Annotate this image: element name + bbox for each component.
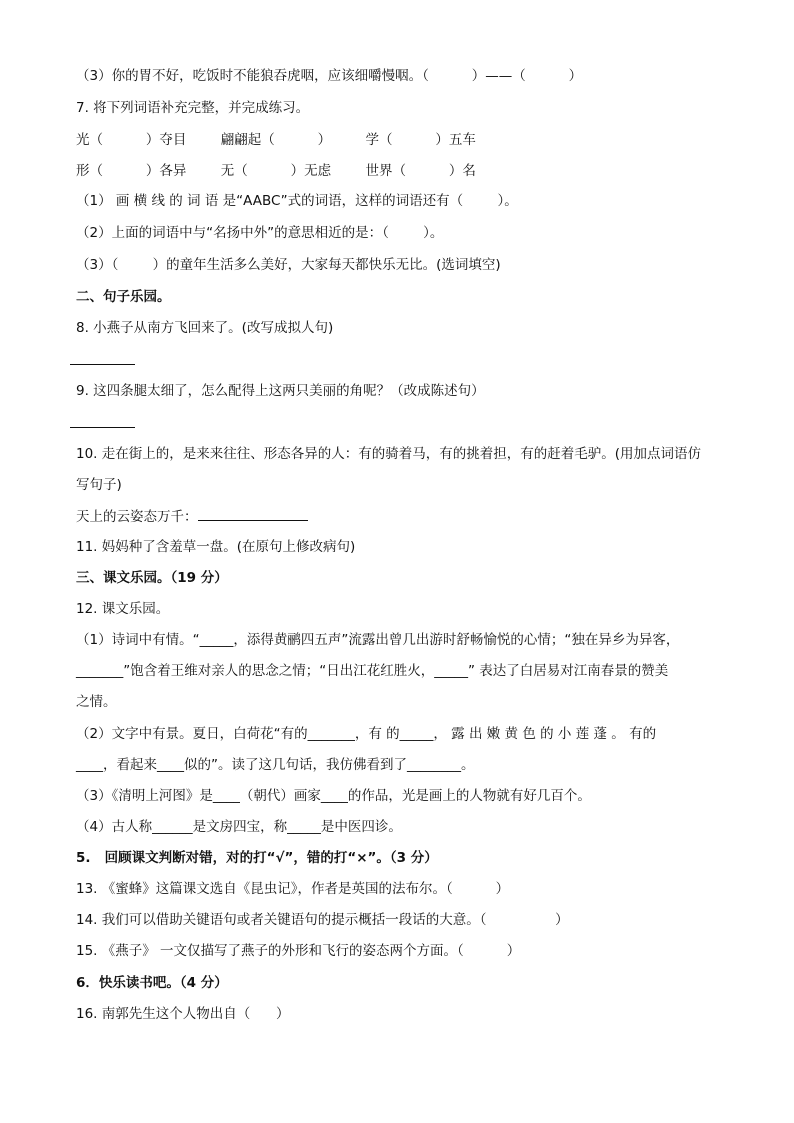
q12-sub4: （4）古人称______是文房四宝，称_____是中医四诊。 (76, 819, 402, 835)
q8: 8. 小燕子从南方飞回来了。(改写成拟人句) (76, 320, 334, 336)
section-5-heading: 5. 回顾课文判断对错，对的打“√”，错的打“×”。（3 分） (76, 850, 438, 866)
section-6-heading: 6．快乐读书吧。（4 分） (76, 975, 228, 991)
q15: 15. 《燕子》 一文仅描写了燕子的外形和飞行的姿态两个方面。（ ） (76, 943, 521, 959)
q7-words-row1: 光（ ）夺目 翩翩起（ ） 学（ ）五车 (76, 132, 476, 148)
q12-sub1-line2: _______”饱含着王维对亲人的思念之情；“日出江花红胜火，_____” 表达了白居易对江南春景的赞美 (76, 663, 669, 679)
q10-line2: 写句子) (76, 477, 122, 493)
q9-answer-line (70, 427, 135, 428)
q12-sub1-line3: 之情。 (76, 694, 117, 710)
q7-stem: 7. 将下列词语补充完整，并完成练习。 (76, 100, 310, 116)
section-3-heading: 三、课文乐园。（19 分） (76, 570, 228, 586)
q12-stem: 12. 课文乐园。 (76, 601, 170, 617)
q10-answer-blank (198, 506, 308, 521)
q6-item3: （3）你的胃不好，吃饭时不能狼吞虎咽，应该细嚼慢咽。（ ）——（ ） (76, 68, 583, 84)
q12-sub1-line1: （1）诗词中有情。“_____，添得黄鹂四五声”流露出曾几出游时舒畅愉悦的心情；“独在异乡为异客， (76, 632, 680, 648)
q7-sub1: （1） 画 横 线 的 词 语 是“AABC”式的词语，这样的词语还有（ ）。 (76, 193, 518, 209)
q7-sub2: （2）上面的词语中与“名扬中外”的意思相近的是：（ ）。 (76, 225, 444, 241)
q8-answer-line (70, 364, 135, 365)
q12-sub2-line1: （2）文字中有景。夏日，白荷花“有的_______，有 的_____， 露 出 嫩 黄 色 的 小 莲 蓬 。 有的 (76, 726, 657, 742)
section-2-heading: 二、句子乐园。 (76, 289, 171, 305)
q7-sub3: （3）（ ）的童年生活多么美好，大家每天都快乐无比。(选词填空) (76, 257, 501, 273)
q14: 14. 我们可以借助关键语句或者关键语句的提示概括一段话的大意。（ ） (76, 912, 569, 928)
q12-sub2-line2: ____，看起来____似的”。读了这几句话，我仿佛看到了________。 (76, 757, 475, 773)
q10-answer (76, 506, 308, 527)
q10-answer-label: 天上的云姿态万千： (76, 509, 198, 525)
q11: 11. 妈妈种了含羞草一盘。(在原句上修改病句) (76, 539, 356, 555)
q10-line1: 10. 走在街上的，是来来往往、形态各异的人：有的骑着马，有的挑着担，有的赶着毛驴。(用加点词语仿 (76, 446, 702, 462)
q7-words-row2: 形（ ）各异 无（ ）无虑 世界（ ）名 (76, 163, 476, 179)
q9: 9. 这四条腿太细了，怎么配得上这两只美丽的角呢？（改成陈述句） (76, 383, 485, 399)
q13: 13. 《蜜蜂》这篇课文选自《昆虫记》，作者是英国的法布尔。（ ） (76, 881, 510, 897)
q12-sub3: （3）《清明上河图》是____（朝代）画家____的作品，光是画上的人物就有好几百个。 (76, 788, 591, 804)
q16: 16. 南郭先生这个人物出自（ ） (76, 1006, 290, 1022)
